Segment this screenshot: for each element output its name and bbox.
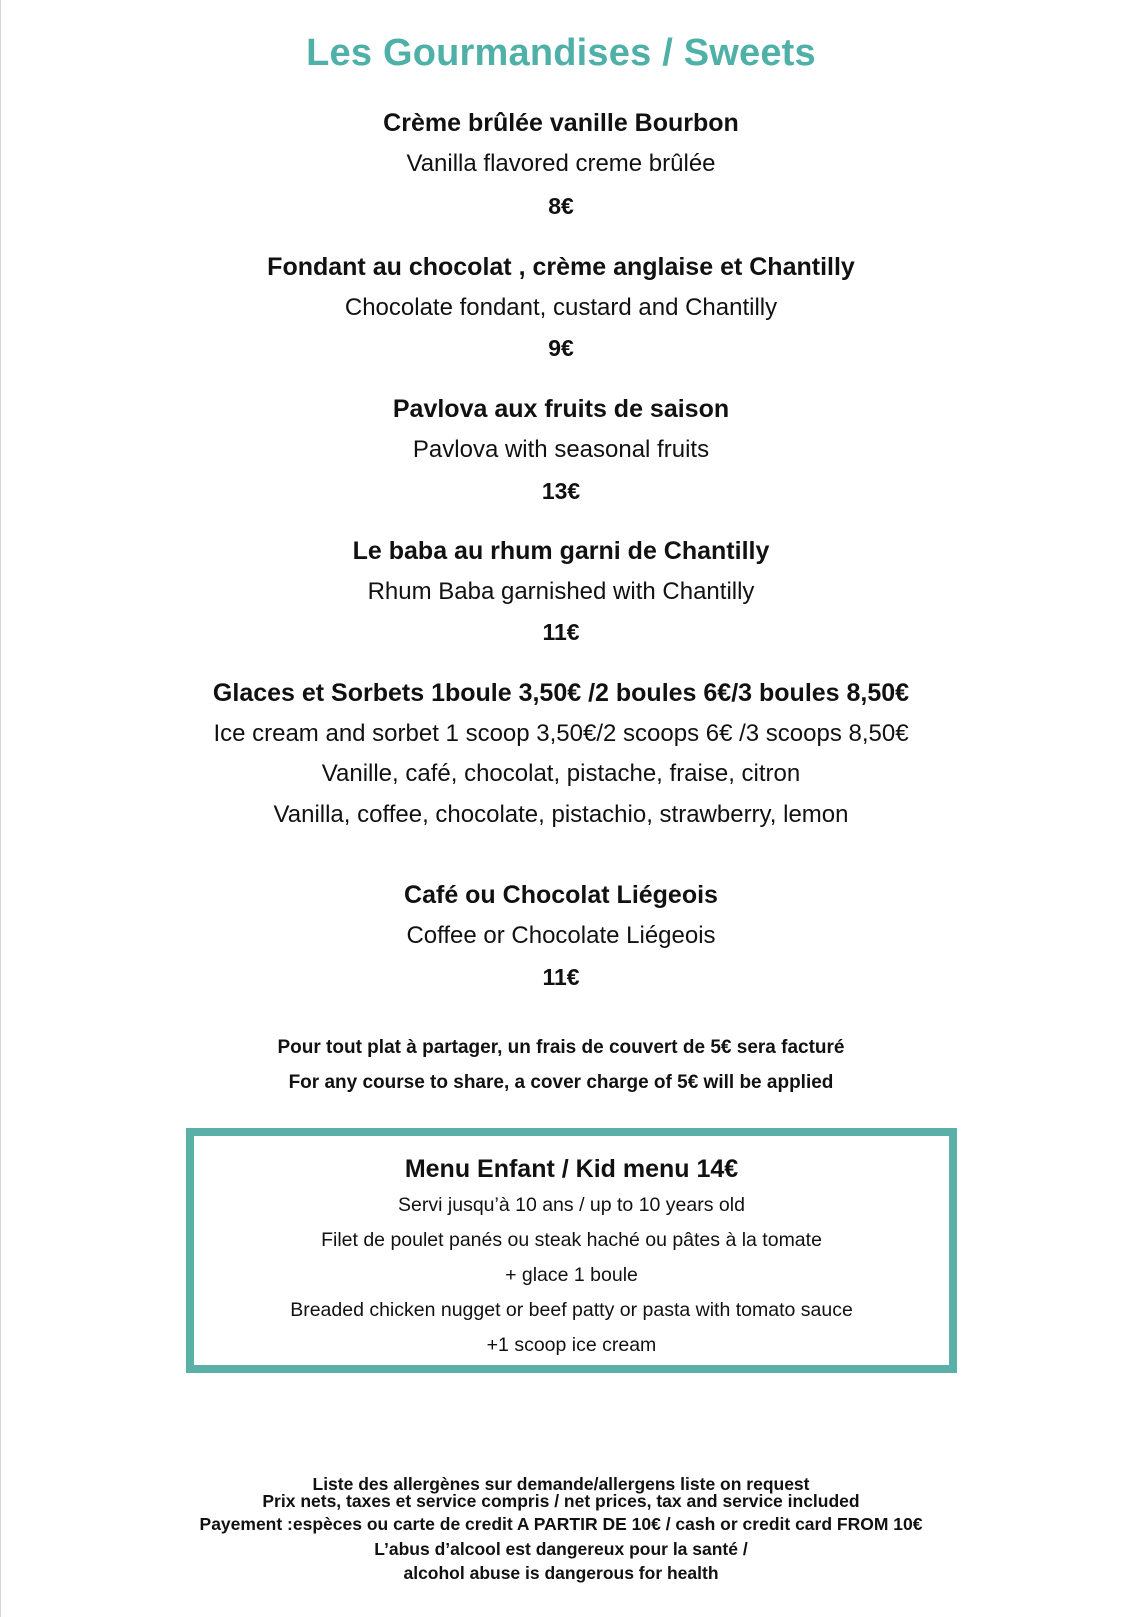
item-price-liegeois: 11€ (542, 964, 580, 990)
page-title: Les Gourmandises / Sweets (306, 32, 816, 74)
kid-menu-age: Servi jusqu’à 10 ans / up to 10 years old (398, 1194, 745, 1216)
share-note-fr: Pour tout plat à partager, un frais de couvert de 5€ sera facturé (277, 1037, 845, 1058)
item-name-liegeois: Café ou Chocolat Liégeois (404, 881, 718, 909)
item-name-fondant: Fondant au chocolat , crème anglaise et Chantilly (267, 253, 855, 281)
item-desc-creme-brulee: Vanilla flavored creme brûlée (406, 150, 716, 177)
footer-payment: Payement :espèces ou carte de credit A PARTIR DE 10€ / cash or credit card FROM 10€ (199, 1514, 923, 1534)
item-price-fondant: 9€ (548, 335, 574, 361)
kid-menu-main-fr: Filet de poulet panés ou steak haché ou pâtes à la tomate (321, 1229, 822, 1251)
item-name-creme-brulee: Crème brûlée vanille Bourbon (383, 109, 739, 137)
kid-menu-box (186, 1128, 957, 1373)
footer-alcohol-en: alcohol abuse is dangerous for health (403, 1563, 719, 1583)
footer-allergens: Liste des allergènes sur demande/allergens liste on request (312, 1474, 810, 1494)
ice-flavors-fr: Vanille, café, chocolat, pistache, fraise, citron (321, 760, 801, 787)
kid-menu-dessert-fr: + glace 1 boule (505, 1264, 638, 1286)
item-name-pavlova: Pavlova aux fruits de saison (392, 395, 730, 423)
item-name-baba: Le baba au rhum garni de Chantilly (352, 537, 770, 565)
kid-menu-dessert-en: +1 scoop ice cream (486, 1334, 657, 1356)
item-price-creme-brulee: 8€ (548, 193, 574, 219)
item-price-baba: 11€ (542, 619, 580, 645)
ice-flavors-en: Vanilla, coffee, chocolate, pistachio, strawberry, lemon (273, 801, 849, 828)
kid-menu-main-en: Breaded chicken nugget or beef patty or pasta with tomato sauce (290, 1299, 853, 1321)
item-desc-fondant: Chocolate fondant, custard and Chantilly (344, 294, 778, 321)
footer-prices: Prix nets, taxes et service compris / net prices, tax and service included (262, 1491, 860, 1511)
item-desc-baba: Rhum Baba garnished with Chantilly (367, 578, 755, 605)
kid-menu-title: Menu Enfant / Kid menu 14€ (404, 1155, 739, 1183)
item-price-pavlova: 13€ (541, 478, 581, 504)
item-desc-ice-cream: Ice cream and sorbet 1 scoop 3,50€/2 scoops 6€ /3 scoops 8,50€ (213, 720, 909, 747)
item-name-ice-cream: Glaces et Sorbets 1boule 3,50€ /2 boules 6€/3 boules 8,50€ (212, 679, 910, 707)
item-desc-liegeois: Coffee or Chocolate Liégeois (406, 922, 716, 949)
share-note-en: For any course to share, a cover charge of 5€ will be applied (288, 1072, 834, 1093)
item-desc-pavlova: Pavlova with seasonal fruits (412, 436, 710, 463)
footer-alcohol-fr: L’abus d’alcool est dangereux pour la santé / (374, 1539, 748, 1559)
